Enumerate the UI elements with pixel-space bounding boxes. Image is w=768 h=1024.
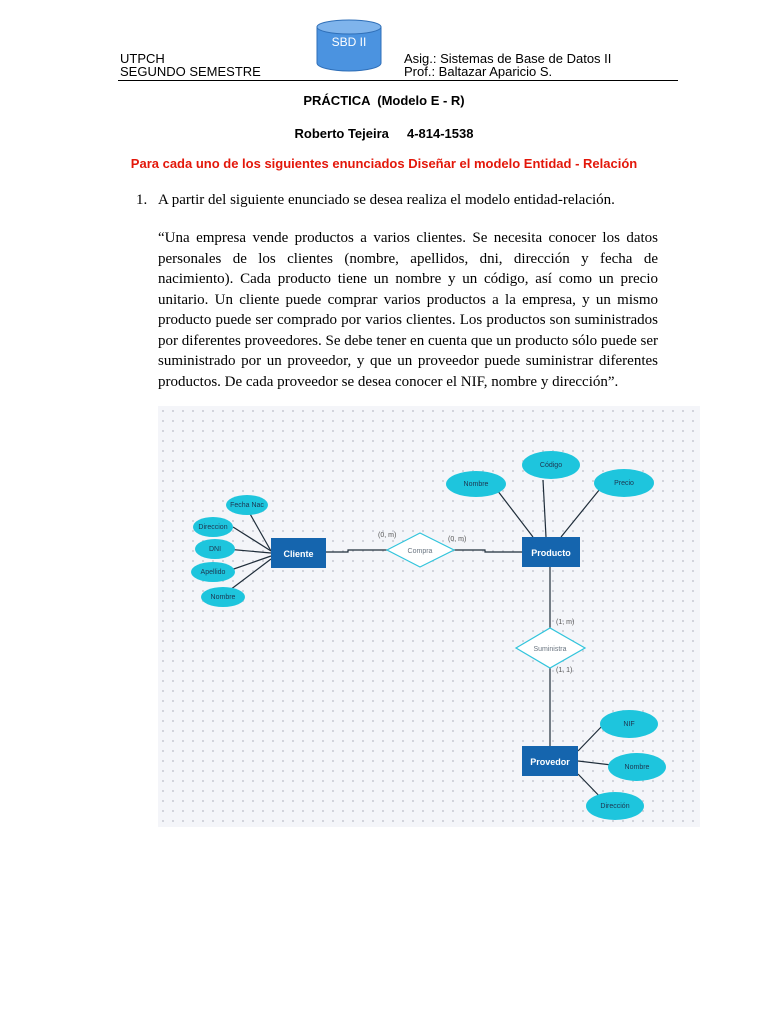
entity-cliente xyxy=(271,538,326,568)
attr-proveedor-direccion-label: Dirección xyxy=(600,803,630,810)
cardinality-compra-cliente: (0, m) xyxy=(378,532,397,539)
attr-producto-codigo xyxy=(522,451,580,479)
attr-cliente-dni-label: DNI xyxy=(208,546,222,553)
attr-producto-precio xyxy=(594,469,654,497)
entity-proveedor-label: Provedor xyxy=(530,757,570,767)
page-title: PRÁCTICA (Modelo E - R) xyxy=(303,93,465,108)
relationship-suministra xyxy=(516,628,585,668)
item-number: 1. xyxy=(136,192,148,208)
attr-cliente-direccion xyxy=(193,517,233,537)
student-info: Roberto Tejeira 4-814-1538 xyxy=(294,126,474,141)
header-semester: SEGUNDO SEMESTRE xyxy=(120,64,261,79)
entity-cliente-label: Cliente xyxy=(283,549,314,559)
entity-proveedor xyxy=(522,746,578,776)
logo-label: SBD II xyxy=(331,35,367,49)
header-divider xyxy=(118,80,678,81)
attr-producto-nombre-label: Nombre xyxy=(463,481,489,488)
attr-cliente-nombre-label: Nombre xyxy=(210,594,236,601)
er-diagram xyxy=(158,406,700,827)
relationship-compra xyxy=(387,533,454,567)
attr-cliente-direccion-label: Direccion xyxy=(198,524,228,531)
cardinality-suministra-proveedor: (1, 1) xyxy=(556,667,573,674)
attr-cliente-apellido-label: Apellido xyxy=(200,569,226,576)
instruction-text: Para cada uno de los siguientes enunciados Diseñar el modelo Entidad - Relación xyxy=(130,156,638,171)
attr-proveedor-nif-label: NIF xyxy=(623,721,635,728)
attr-proveedor-nif xyxy=(600,710,658,738)
entity-producto xyxy=(522,537,580,567)
attr-cliente-dni xyxy=(195,539,235,559)
problem-statement: “Una empresa vende productos a varios clientes. Se necesita conocer los datos personales de los clientes (nombre, apellidos, dni, dirección y fecha de nacimiento). Cada producto tiene un nombre y un código, así como un precio unitario. Un cliente puede comprar varios productos a la empresa, y un mismo producto puede ser comprado por varios clientes. Los productos son suministrados por diferentes proveedores. Se debe tener en cuenta que un producto sólo puede ser suministrado por un proveedor, y que un proveedor puede suministrar diferentes productos. De cada proveedor se desea conocer el NIF, nombre y dirección”. xyxy=(158,230,658,390)
attr-producto-precio-label: Precio xyxy=(614,480,634,487)
header-professor: Prof.: Baltazar Aparicio S. xyxy=(404,64,553,79)
cardinality-compra-producto: (0, m) xyxy=(448,536,467,543)
attr-cliente-fecha-label: Fecha Nac xyxy=(230,502,264,509)
attr-proveedor-nombre-label: Nombre xyxy=(624,764,650,771)
attr-cliente-fecha xyxy=(226,495,268,515)
relationship-compra-label: Compra xyxy=(407,548,433,555)
entity-producto-label: Producto xyxy=(531,548,571,558)
attr-producto-codigo-label: Código xyxy=(539,462,563,469)
attr-proveedor-direccion xyxy=(586,792,644,820)
attr-proveedor-nombre xyxy=(608,753,666,781)
sbd-logo-icon xyxy=(314,18,384,74)
header-subject: Asig.: Sistemas de Base de Datos II xyxy=(404,51,612,66)
attr-cliente-nombre xyxy=(201,587,245,607)
attr-cliente-apellido xyxy=(191,562,235,582)
cardinality-suministra-producto: (1, m) xyxy=(556,619,575,626)
item-text: A partir del siguiente enunciado se desea realiza el modelo entidad-relación. xyxy=(158,192,615,208)
relationship-suministra-label: Suministra xyxy=(533,646,567,653)
attr-producto-nombre xyxy=(446,471,506,497)
header-institution: UTPCH xyxy=(120,51,165,66)
